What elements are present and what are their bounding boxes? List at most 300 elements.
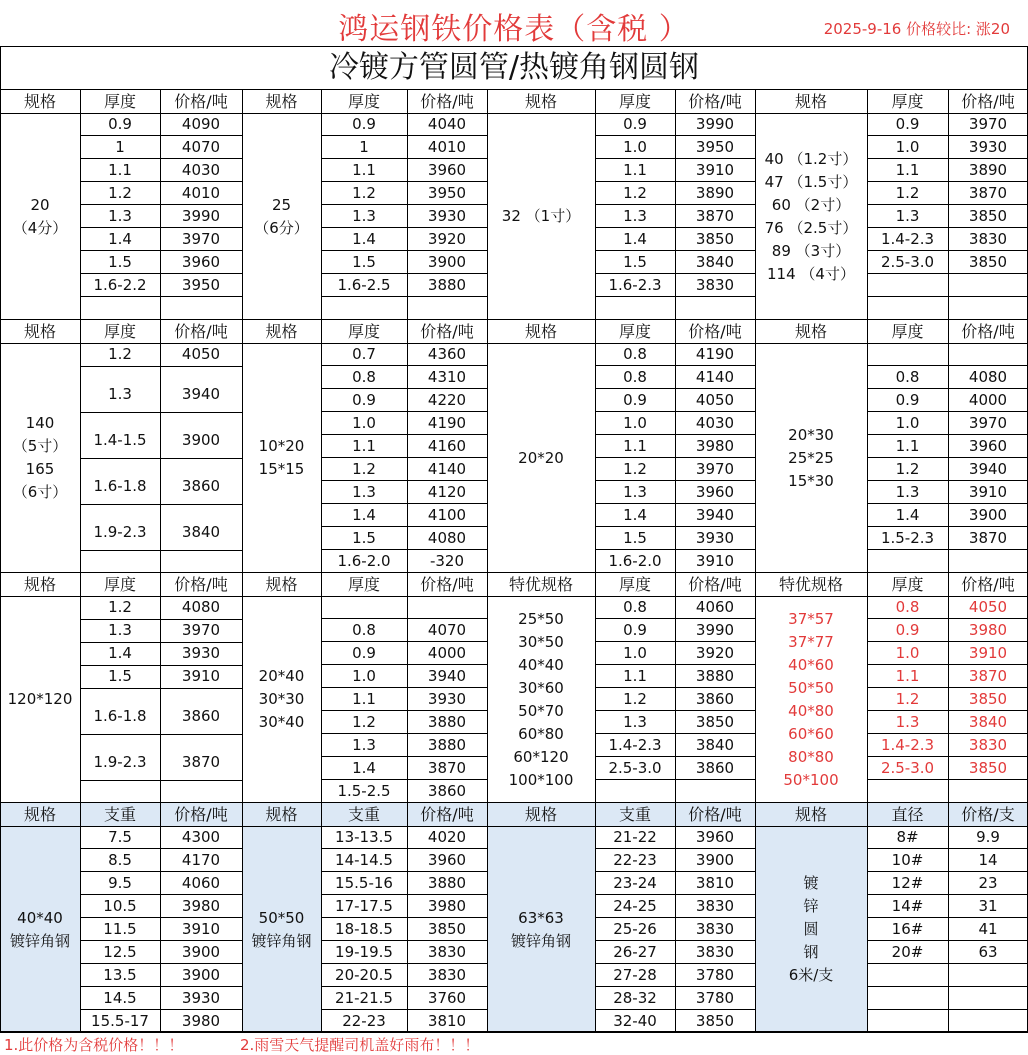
grid-line xyxy=(321,756,487,757)
thickness-cell: 0.9 xyxy=(623,621,647,639)
grid-line xyxy=(321,434,487,435)
thickness-cell: 1.6-2.0 xyxy=(337,552,391,570)
thickness-cell: 1.6-2.0 xyxy=(608,552,662,570)
grid-line xyxy=(321,733,487,734)
spec-label: 80*80 xyxy=(788,747,834,766)
thickness-cell: 15.5-17 xyxy=(91,1012,149,1030)
price-cell: 3880 xyxy=(695,667,735,685)
spec-cell xyxy=(0,596,80,803)
spec-cell xyxy=(242,343,321,573)
column-rule xyxy=(0,90,1,1032)
thickness-cell: 14-14.5 xyxy=(335,851,393,869)
spec-label: 120*120 xyxy=(7,690,73,708)
spec-label: 32 （1寸） xyxy=(501,207,581,225)
spec-cell xyxy=(487,596,595,803)
thickness-cell: 1.1 xyxy=(352,161,376,179)
price-cell: 3830 xyxy=(695,920,735,938)
column-header: 价格/吨 xyxy=(688,322,742,341)
column-header: 规格 xyxy=(23,805,56,824)
thickness-cell: 0.8 xyxy=(352,368,376,386)
thickness-cell: 1.1 xyxy=(895,161,920,179)
thickness-cell: 1.2 xyxy=(352,184,376,202)
thickness-cell: 1.9-2.3 xyxy=(93,753,147,771)
column-rule xyxy=(242,90,243,1032)
price-cell: 4010 xyxy=(181,184,221,202)
spec-label: 165 xyxy=(25,460,55,478)
thickness-cell: 0.7 xyxy=(352,345,376,363)
thickness-cell: 1.0 xyxy=(895,138,920,156)
spec-label: 50*70 xyxy=(518,701,564,720)
grid-line xyxy=(80,296,242,297)
thickness-cell: 26-27 xyxy=(613,943,657,961)
thickness-cell: 10.5 xyxy=(103,897,137,915)
column-header: 厚度 xyxy=(618,575,651,594)
price-cell: 3940 xyxy=(427,667,467,685)
thickness-cell: 0.9 xyxy=(352,391,376,409)
grid-line xyxy=(80,273,242,274)
thickness-cell: 0.8 xyxy=(623,598,647,616)
price-cell: 3860 xyxy=(427,782,467,800)
grid-line xyxy=(321,388,487,389)
thickness-cell: 1.5 xyxy=(623,253,647,271)
grid-line xyxy=(321,457,487,458)
spec-cell xyxy=(242,826,321,1033)
thickness-cell: 0.8 xyxy=(623,368,647,386)
spec-label: 圆 xyxy=(803,920,819,938)
thickness-cell: 0.9 xyxy=(623,115,647,133)
price-cell: 3830 xyxy=(695,897,735,915)
price-cell: 3830 xyxy=(695,943,735,961)
price-cell: 3940 xyxy=(695,506,735,524)
price-cell: 3850 xyxy=(695,713,735,731)
price-cell: 3960 xyxy=(427,161,467,179)
column-header: 规格 xyxy=(794,92,827,111)
thickness-cell: 0.8 xyxy=(352,621,376,639)
thickness-cell: 1.5 xyxy=(108,253,132,271)
price-cell: 3840 xyxy=(695,253,735,271)
column-header: 特优规格 xyxy=(778,575,843,594)
column-header: 价格/吨 xyxy=(174,322,228,341)
spec-cell xyxy=(755,596,867,803)
spec-cell xyxy=(487,826,595,1033)
price-cell: 3970 xyxy=(968,115,1008,133)
price-cell: 3970 xyxy=(181,621,221,639)
price-cell: 3950 xyxy=(181,276,221,294)
spec-cell xyxy=(0,826,80,1033)
thickness-cell: 1.6-2.3 xyxy=(608,276,662,294)
price-cell: 3980 xyxy=(427,897,467,915)
thickness-cell: 1.3 xyxy=(108,621,132,639)
grid-line xyxy=(321,848,487,849)
price-cell: 3900 xyxy=(181,431,221,449)
thickness-cell: 1 xyxy=(359,138,369,156)
spec-label: 50*100 xyxy=(783,770,839,789)
spec-label: （6寸） xyxy=(12,483,68,501)
column-rule xyxy=(675,90,676,1032)
thickness-cell: 9.5 xyxy=(108,874,132,892)
thickness-cell: 22-23 xyxy=(342,1012,386,1030)
column-header: 价格/吨 xyxy=(420,322,474,341)
price-cell: 3930 xyxy=(427,690,467,708)
price-cell: 4040 xyxy=(427,115,467,133)
spec-label: 63*63 xyxy=(518,908,564,927)
price-cell: 3960 xyxy=(427,851,467,869)
price-cell: 3850 xyxy=(968,253,1008,271)
price-cell: 4010 xyxy=(427,138,467,156)
thickness-cell: 8.5 xyxy=(108,851,132,869)
thickness-cell: 1.9-2.3 xyxy=(93,523,147,541)
price-cell: 3860 xyxy=(181,707,221,725)
thickness-cell: 12.5 xyxy=(103,943,137,961)
price-cell: 3850 xyxy=(968,690,1008,708)
grid-line xyxy=(80,986,242,987)
thickness-cell: 1.3 xyxy=(623,483,647,501)
column-header: 规格 xyxy=(265,322,298,341)
date-price-change: 2025-9-16 价格较比: 涨20 xyxy=(823,20,1010,38)
column-header: 厚度 xyxy=(891,322,924,341)
thickness-cell: 23-24 xyxy=(613,874,657,892)
price-cell: 4030 xyxy=(695,414,735,432)
spec-label: 20*20 xyxy=(518,448,564,467)
grid-line xyxy=(321,503,487,504)
thickness-cell: 1.5 xyxy=(352,253,376,271)
price-cell: 4140 xyxy=(695,368,735,386)
price-cell: 3840 xyxy=(695,736,735,754)
price-cell: 41 xyxy=(978,920,998,938)
spec-label: 30*60 xyxy=(518,678,564,697)
thickness-cell: 0.8 xyxy=(895,598,920,616)
thickness-cell: 0.9 xyxy=(352,644,376,662)
price-cell: 4060 xyxy=(695,598,735,616)
thickness-cell: 1.3 xyxy=(352,207,376,225)
price-cell: 3920 xyxy=(695,644,735,662)
column-rule xyxy=(407,90,408,1032)
grid-line xyxy=(80,1009,242,1010)
spec-cell xyxy=(242,596,321,803)
column-rule xyxy=(80,90,81,1032)
thickness-cell: 1.0 xyxy=(623,138,647,156)
price-cell: 3910 xyxy=(695,161,735,179)
price-cell: 3900 xyxy=(427,253,467,271)
price-cell: 3870 xyxy=(968,529,1008,547)
price-cell: 3810 xyxy=(695,874,735,892)
price-cell: 4020 xyxy=(427,828,467,846)
column-rule xyxy=(755,90,756,1032)
header xyxy=(0,0,1028,47)
price-cell: 4000 xyxy=(427,644,467,662)
column-header: 规格 xyxy=(794,322,827,341)
spec-label: 30*50 xyxy=(518,632,564,651)
page-subtitle: 冷镀方管圆管/热镀角钢圆钢 xyxy=(0,46,1028,90)
column-header: 规格 xyxy=(23,575,56,594)
thickness-cell: 1.1 xyxy=(108,161,132,179)
grid-line xyxy=(321,779,487,780)
column-header: 厚度 xyxy=(891,575,924,594)
spec-label: 镀 xyxy=(803,874,819,892)
price-cell: 4070 xyxy=(181,138,221,156)
footer-note-tax: 1.此价格为含税价格！！！ xyxy=(4,1036,184,1054)
thickness-cell: 16# xyxy=(891,920,924,938)
price-cell: 4080 xyxy=(427,529,467,547)
grid-line xyxy=(321,181,487,182)
price-cell: 3900 xyxy=(181,943,221,961)
thickness-cell: 0.9 xyxy=(895,621,920,639)
price-cell: 3970 xyxy=(968,414,1008,432)
grid-line xyxy=(321,158,487,159)
grid-line xyxy=(321,664,487,665)
thickness-cell: 1.4 xyxy=(108,230,132,248)
spec-label: 15*15 xyxy=(258,460,305,478)
column-rule xyxy=(487,90,488,1032)
price-cell: 3960 xyxy=(695,483,735,501)
price-cell: 4100 xyxy=(427,506,467,524)
grid-line xyxy=(321,894,487,895)
price-cell: 3950 xyxy=(695,138,735,156)
column-header: 规格 xyxy=(524,805,557,824)
thickness-cell: 32-40 xyxy=(613,1012,657,1030)
thickness-cell: 1.4 xyxy=(352,506,376,524)
spec-label: （5寸） xyxy=(12,437,68,455)
price-cell: 63 xyxy=(978,943,998,961)
thickness-cell: 2.5-3.0 xyxy=(608,759,662,777)
grid-line xyxy=(321,963,487,964)
thickness-cell: 1.0 xyxy=(352,414,376,432)
price-cell: 14 xyxy=(978,851,998,869)
column-header: 厚度 xyxy=(891,92,924,111)
thickness-cell: 1.5 xyxy=(623,529,647,547)
grid-line xyxy=(321,135,487,136)
thickness-cell: 1.5-2.3 xyxy=(880,529,935,547)
column-header: 支重 xyxy=(103,805,136,824)
thickness-cell: 1.2 xyxy=(108,184,132,202)
thickness-cell: 14# xyxy=(891,897,924,915)
price-cell: 4050 xyxy=(181,345,221,363)
price-cell: 4190 xyxy=(427,414,467,432)
price-cell: 3910 xyxy=(695,552,735,570)
spec-label: 30*40 xyxy=(258,713,305,731)
price-cell: 3910 xyxy=(968,644,1008,662)
thickness-cell: 25-26 xyxy=(613,920,657,938)
price-cell: 3860 xyxy=(695,759,735,777)
thickness-cell: 1.4-2.3 xyxy=(880,230,935,248)
price-cell: 4140 xyxy=(427,460,467,478)
grid-line xyxy=(321,526,487,527)
column-rule xyxy=(867,90,868,1032)
column-header: 价格/吨 xyxy=(688,805,742,824)
thickness-cell: 13.5 xyxy=(103,966,137,984)
price-cell: 3940 xyxy=(968,460,1008,478)
spec-label: 25 xyxy=(271,195,292,214)
thickness-cell: 1.2 xyxy=(108,598,132,616)
column-header: 厚度 xyxy=(347,575,380,594)
thickness-cell: 1.1 xyxy=(623,161,647,179)
price-cell: 3920 xyxy=(427,230,467,248)
thickness-cell: 10# xyxy=(891,851,924,869)
price-cell: 3950 xyxy=(427,184,467,202)
price-cell: 3980 xyxy=(968,621,1008,639)
price-cell: 3890 xyxy=(968,161,1008,179)
price-cell: 3960 xyxy=(181,253,221,271)
price-cell: 3840 xyxy=(968,713,1008,731)
spec-label: 89 （3寸） xyxy=(771,241,851,260)
thickness-cell: 1.3 xyxy=(895,713,920,731)
thickness-cell: 1.1 xyxy=(895,437,920,455)
price-cell: 3930 xyxy=(427,207,467,225)
thickness-cell: 14.5 xyxy=(103,989,137,1007)
grid-line xyxy=(321,296,487,297)
grid-line xyxy=(80,227,242,228)
thickness-cell: 13-13.5 xyxy=(335,828,393,846)
column-header: 价格/吨 xyxy=(420,575,474,594)
grid-line xyxy=(321,227,487,228)
column-header: 价格/吨 xyxy=(961,575,1015,594)
grid-line xyxy=(321,273,487,274)
price-cell: 3910 xyxy=(181,920,221,938)
thickness-cell: 0.9 xyxy=(108,115,132,133)
price-cell: 3930 xyxy=(968,138,1008,156)
spec-label: 37*77 xyxy=(788,632,834,651)
thickness-cell: 2.5-3.0 xyxy=(880,759,935,777)
thickness-cell: 0.9 xyxy=(895,115,920,133)
price-cell: 3900 xyxy=(181,966,221,984)
column-header: 价格/吨 xyxy=(420,805,474,824)
price-cell: 4120 xyxy=(427,483,467,501)
price-cell: 3870 xyxy=(968,184,1008,202)
grid-line xyxy=(321,480,487,481)
spec-label: 钢 xyxy=(803,943,819,961)
thickness-cell: 1.0 xyxy=(623,414,647,432)
price-cell: 3910 xyxy=(968,483,1008,501)
price-cell: 4310 xyxy=(427,368,467,386)
spec-label: 50*50 xyxy=(788,678,834,697)
column-header: 直径 xyxy=(891,805,924,824)
price-cell: 3980 xyxy=(695,437,735,455)
grid-line xyxy=(80,158,242,159)
price-cell: 3870 xyxy=(427,759,467,777)
thickness-cell: 1.2 xyxy=(108,345,132,363)
price-cell: 3880 xyxy=(427,736,467,754)
thickness-cell: 1.4-2.3 xyxy=(608,736,662,754)
thickness-cell: 24-25 xyxy=(613,897,657,915)
thickness-cell: 1.3 xyxy=(623,713,647,731)
price-cell: 3850 xyxy=(968,207,1008,225)
price-cell: 3930 xyxy=(181,989,221,1007)
grid-line xyxy=(321,917,487,918)
thickness-cell: 1.6-1.8 xyxy=(93,477,147,495)
price-cell: 4360 xyxy=(427,345,467,363)
price-cell: 3870 xyxy=(968,667,1008,685)
price-cell: 3870 xyxy=(181,753,221,771)
thickness-cell: 1.4 xyxy=(623,506,647,524)
price-cell: 3830 xyxy=(427,943,467,961)
column-rule xyxy=(321,90,322,1032)
spec-label: 30*30 xyxy=(258,690,305,708)
thickness-cell: 1.2 xyxy=(623,184,647,202)
spec-cell xyxy=(487,113,595,320)
price-cell: 3780 xyxy=(695,966,735,984)
thickness-cell: 1.0 xyxy=(895,414,920,432)
thickness-cell: 1.4 xyxy=(895,506,920,524)
column-header: 厚度 xyxy=(618,322,651,341)
thickness-cell: 12# xyxy=(891,874,924,892)
column-header: 支重 xyxy=(347,805,380,824)
thickness-cell: 21-22 xyxy=(613,828,657,846)
price-cell: 3970 xyxy=(695,460,735,478)
spec-cell xyxy=(755,343,867,573)
thickness-cell: 1.1 xyxy=(623,437,647,455)
thickness-cell: 18-18.5 xyxy=(335,920,393,938)
column-header: 规格 xyxy=(23,92,56,111)
price-cell: 3910 xyxy=(181,667,221,685)
thickness-cell: 1.3 xyxy=(623,207,647,225)
price-cell: 3830 xyxy=(968,736,1008,754)
footer-note-weather: 2.雨雪天气提醒司机盖好雨布！！！ xyxy=(240,1036,480,1054)
thickness-cell: 1.3 xyxy=(352,736,376,754)
thickness-cell: 1.4-2.3 xyxy=(880,736,935,754)
thickness-cell: 21-21.5 xyxy=(335,989,393,1007)
grid-line xyxy=(80,780,242,781)
footer-notes xyxy=(0,1032,1028,1055)
thickness-cell: 1.6-2.2 xyxy=(93,276,147,294)
thickness-cell: 28-32 xyxy=(613,989,657,1007)
thickness-cell: 1.3 xyxy=(108,207,132,225)
price-cell: 4190 xyxy=(695,345,735,363)
thickness-cell: 1.3 xyxy=(352,483,376,501)
spec-label: 100*100 xyxy=(508,770,574,789)
column-header: 价格/吨 xyxy=(420,92,474,111)
price-cell: 4170 xyxy=(181,851,221,869)
thickness-cell: 0.9 xyxy=(895,391,920,409)
column-header: 厚度 xyxy=(618,92,651,111)
thickness-cell: 1.4 xyxy=(352,230,376,248)
spec-label: 37*57 xyxy=(788,609,834,628)
column-header: 厚度 xyxy=(347,92,380,111)
price-cell: 3990 xyxy=(695,621,735,639)
price-cell: 3880 xyxy=(427,276,467,294)
thickness-cell: 1.3 xyxy=(895,207,920,225)
column-header: 价格/支 xyxy=(961,805,1015,824)
thickness-cell: 1.1 xyxy=(352,690,376,708)
price-cell: 4160 xyxy=(427,437,467,455)
price-cell: 3940 xyxy=(181,385,221,403)
thickness-cell: 1.1 xyxy=(895,667,920,685)
price-cell: 4300 xyxy=(181,828,221,846)
price-cell: 4080 xyxy=(181,598,221,616)
thickness-cell: 0.9 xyxy=(623,391,647,409)
column-rule xyxy=(595,90,596,1032)
column-header: 价格/吨 xyxy=(174,575,228,594)
thickness-cell: 1.4 xyxy=(108,644,132,662)
price-cell: 3850 xyxy=(968,759,1008,777)
spec-label: （4分） xyxy=(12,218,68,237)
price-cell: 4070 xyxy=(427,621,467,639)
grid-line xyxy=(321,940,487,941)
price-cell: 23 xyxy=(978,874,998,892)
page-title: 鸿运钢铁价格表（含税 ） xyxy=(338,12,690,47)
grid-line xyxy=(80,917,242,918)
column-header: 厚度 xyxy=(103,322,136,341)
thickness-cell: 20# xyxy=(891,943,924,961)
thickness-cell: 22-23 xyxy=(613,851,657,869)
spec-label: 50*50 xyxy=(258,908,305,927)
spec-cell xyxy=(755,826,867,1033)
grid-line xyxy=(80,204,242,205)
grid-line xyxy=(321,596,487,597)
thickness-cell: 7.5 xyxy=(108,828,132,846)
grid-line xyxy=(80,848,242,849)
grid-line xyxy=(321,687,487,688)
price-cell: 3830 xyxy=(968,230,1008,248)
